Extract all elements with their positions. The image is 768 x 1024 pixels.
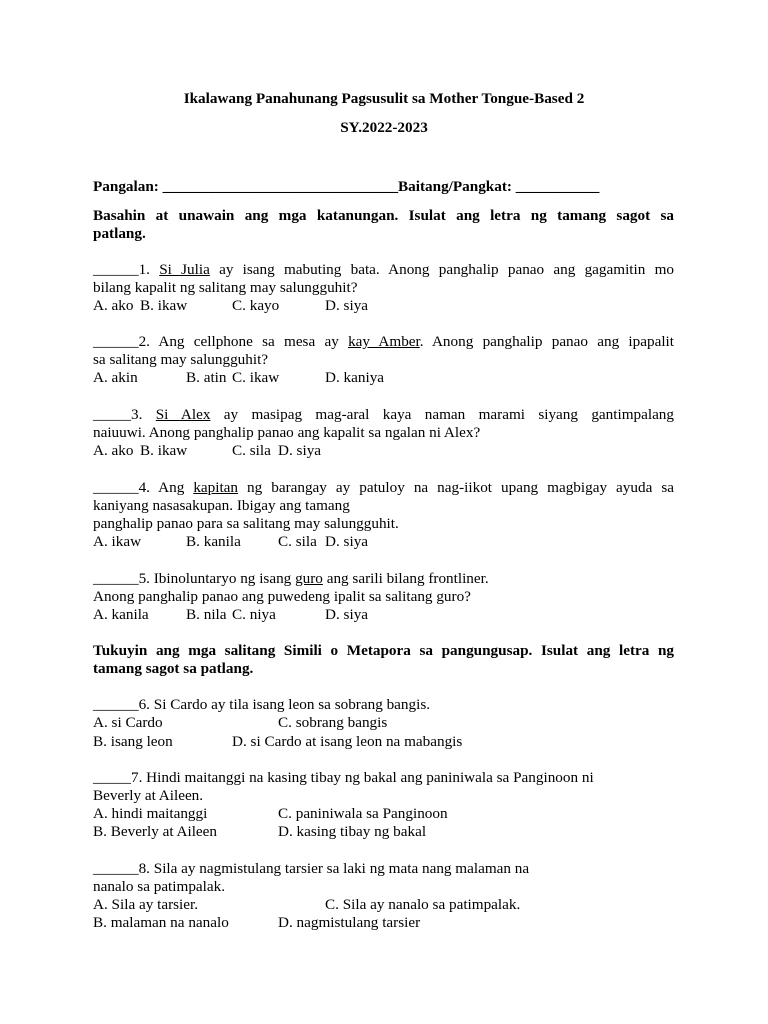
question-6-line1: ______6. Si Cardo ay tila isang leon sa sobrang bangis. — [93, 696, 431, 713]
question-4-line1 — [93, 479, 674, 497]
question-1-line1 — [93, 261, 674, 279]
choice-c[interactable]: C. Sila ay nanalo sa patimpalak. — [325, 896, 521, 913]
choice-a[interactable]: A. si Cardo — [93, 714, 163, 731]
question-text: . Anong panghalip panao ang ipapalit — [419, 333, 674, 350]
choice-a[interactable]: A. ikaw — [93, 533, 142, 550]
school-year: SY.2022-2023 — [340, 119, 428, 136]
choice-c[interactable]: C. niya — [232, 606, 276, 623]
choice-d[interactable]: D. siya — [325, 297, 369, 314]
question-4-line3: panghalip panao para sa salitang may salungguhit. — [93, 515, 399, 532]
name-label: Pangalan: — [93, 178, 159, 195]
question-text: ay isang mabuting bata. Anong panghalip panao ang gagamitin mo — [209, 261, 674, 278]
grade-blank[interactable]: ___________ — [515, 178, 600, 195]
question-2-line2: sa salitang may salungguhit? — [93, 351, 269, 368]
choice-d[interactable]: D. siya — [325, 606, 369, 623]
underlined-word: guro — [295, 570, 323, 587]
underlined-word: Si Julia — [159, 261, 210, 278]
choice-c[interactable]: C. ikaw — [232, 369, 280, 386]
question-5-line2: Anong panghalip panao ang puwedeng ipalit sa salitang guro? — [93, 588, 471, 605]
underlined-word: kapitan — [193, 479, 239, 496]
choice-c[interactable]: C. sila — [232, 442, 271, 459]
question-text: ng barangay ay patuloy na nag-iikot upang magbigay ayuda sa — [238, 479, 674, 496]
question-text: ______4. Ang — [93, 479, 194, 496]
choice-d[interactable]: D. si Cardo at isang leon na mabangis — [232, 733, 463, 750]
choice-c[interactable]: C. sila — [278, 533, 317, 550]
section1-instructions-line2: patlang. — [93, 225, 146, 242]
choice-a[interactable]: A. kanila — [93, 606, 149, 623]
choice-b[interactable]: B. kanila — [186, 533, 241, 550]
grade-label: Baitang/Pangkat: — [398, 178, 512, 195]
choice-d[interactable]: D. kaniya — [325, 369, 385, 386]
choice-b[interactable]: B. atin — [186, 369, 227, 386]
question-text: ay masipag mag-aral kaya naman marami siyang gantimpalang — [210, 406, 674, 423]
question-3-line2: naiuuwi. Anong panghalip panao ang kapalit sa ngalan ni Alex? — [93, 424, 481, 441]
choice-b[interactable]: B. Beverly at Aileen — [93, 823, 217, 840]
choice-b[interactable]: B. ikaw — [140, 442, 188, 459]
choice-a[interactable]: A. Sila ay tarsier. — [93, 896, 199, 913]
choice-b[interactable]: B. isang leon — [93, 733, 173, 750]
choice-a[interactable]: A. hindi maitanggi — [93, 805, 208, 822]
question-7-line2: Beverly at Aileen. — [93, 787, 204, 804]
section1-instructions-line1: Basahin at unawain ang mga katanungan. Isulat ang letra ng tamang sagot sa — [93, 207, 674, 224]
choice-b[interactable]: B. ikaw — [140, 297, 188, 314]
name-blank[interactable]: _______________________________ — [162, 178, 399, 195]
choice-c[interactable]: C. kayo — [232, 297, 280, 314]
underlined-word: kay Amber — [348, 333, 420, 350]
answer-blank[interactable]: _____3. — [93, 406, 156, 423]
student-info-line — [93, 178, 599, 196]
exam-title: Ikalawang Panahunang Pagsusulit sa Mother Tongue-Based 2 — [183, 90, 585, 107]
section2-instructions-line2: tamang sagot sa patlang. — [93, 660, 254, 677]
choice-a[interactable]: A. ako — [93, 297, 134, 314]
question-8-line1: ______8. Sila ay nagmistulang tarsier sa laki ng mata nang malaman na — [93, 860, 530, 877]
question-text: ang sarili bilang frontliner. — [322, 570, 489, 587]
question-4-line2: kaniyang nasasakupan. Ibigay ang tamang — [93, 497, 350, 514]
question-1-line2: bilang kapalit ng salitang may salungguhit? — [93, 279, 358, 296]
choice-d[interactable]: D. nagmistulang tarsier — [278, 914, 421, 931]
choice-c[interactable]: C. sobrang bangis — [278, 714, 388, 731]
question-2-line1 — [93, 333, 674, 351]
choice-d[interactable]: D. siya — [278, 442, 322, 459]
question-5-line1 — [93, 570, 489, 588]
choice-a[interactable]: A. ako — [93, 442, 134, 459]
question-3-line1 — [93, 406, 674, 424]
question-8-line2: nanalo sa patimpalak. — [93, 878, 226, 895]
choice-d[interactable]: D. kasing tibay ng bakal — [278, 823, 427, 840]
question-text: ______5. Ibinoluntaryo ng isang — [93, 570, 296, 587]
choice-b[interactable]: B. nila — [186, 606, 227, 623]
choice-d[interactable]: D. siya — [325, 533, 369, 550]
underlined-word: Si Alex — [155, 406, 211, 423]
section2-instructions-line1: Tukuyin ang mga salitang Simili o Metapora sa pangungusap. Isulat ang letra ng — [93, 642, 674, 659]
answer-blank[interactable]: ______1. — [93, 261, 160, 278]
choice-c[interactable]: C. paniniwala sa Panginoon — [278, 805, 448, 822]
question-text: ______2. Ang cellphone sa mesa ay — [93, 333, 349, 350]
choice-a[interactable]: A. akin — [93, 369, 138, 386]
choice-b[interactable]: B. malaman na nanalo — [93, 914, 229, 931]
question-7-line1: _____7. Hindi maitanggi na kasing tibay ng bakal ang paniniwala sa Panginoon ni — [93, 769, 594, 786]
